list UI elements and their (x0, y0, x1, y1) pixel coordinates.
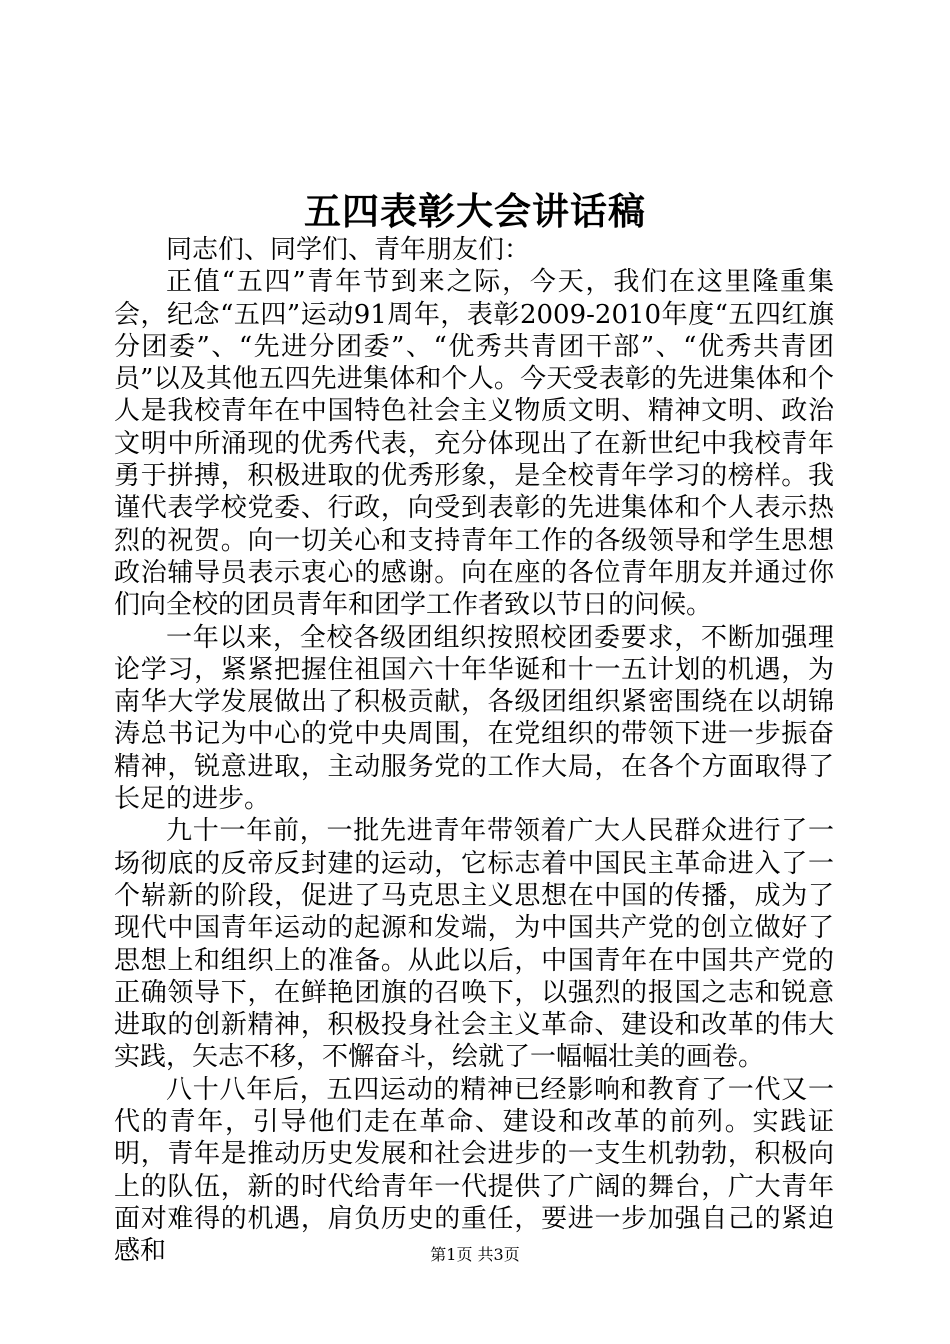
body-paragraph: 九十一年前，一批先进青年带领着广大人民群众进行了一场彻底的反帝反封建的运动，它标志着中国民主革命进入了一个崭新的阶段，促进了马克思主义思想在中国的传播，成为了现代中国青年运动的起源和发端，为中国共产党的创立做好了思想上和组织上的准备。从此以后，中国青年在中国共产党的正确领导下，在鲜艳团旗的召唤下，以强烈的报国之志和锐意进取的创新精神，积极投身社会主义革命、建设和改革的伟大实践，矢志不移，不懈奋斗，绘就了一幅幅壮美的画卷。 (114, 816, 834, 1073)
page-number-footer: 第1页 共3页 (430, 1245, 520, 1264)
document-body (114, 234, 834, 1268)
salutation-paragraph: 同志们、同学们、青年朋友们： (166, 235, 531, 265)
body-paragraph: 八十八年后，五四运动的精神已经影响和教育了一代又一代的青年，引导他们走在革命、建设和改革的前列。实践证明，青年是推动历史发展和社会进步的一支生机勃勃，积极向上的队伍，新的时代给青年一代提供了广阔的舞台，广大青年面对难得的机遇，肩负历史的重任，要进一步加强自己的紧迫感和 (114, 1074, 834, 1267)
body-paragraph: 一年以来，全校各级团组织按照校团委要求，不断加强理论学习，紧紧把握住祖国六十年华诞和十一五计划的机遇，为南华大学发展做出了积极贡献，各级团组织紧密围绕在以胡锦涛总书记为中心的党中央周围，在党组织的带领下进一步振奋精神，锐意进取，主动服务党的工作大局，在各个方面取得了长足的进步。 (114, 622, 834, 815)
body-paragraph: 正值“五四”青年节到来之际，今天，我们在这里隆重集会，纪念“五四”运动91周年，表彰2009-2010年度“五四红旗分团委”、“先进分团委”、“优秀共青团干部”、“优秀共青团员”以及其他五四先进集体和个人。今天受表彰的先进集体和个人是我校青年在中国特色社会主义物质文明、精神文明、政治文明中所涌现的优秀代表，充分体现出了在新世纪中我校青年勇于拼搏，积极进取的优秀形象，是全校青年学习的榜样。我谨代表学校党委、行政，向受到表彰的先进集体和个人表示热烈的祝贺。向一切关心和支持青年工作的各级领导和学生思想政治辅导员表示衷心的感谢。向在座的各位青年朋友并通过你们向全校的团员青年和团学工作者致以节日的问候。 (114, 267, 834, 621)
document-title: 五四表彰大会讲话稿 (304, 189, 646, 233)
